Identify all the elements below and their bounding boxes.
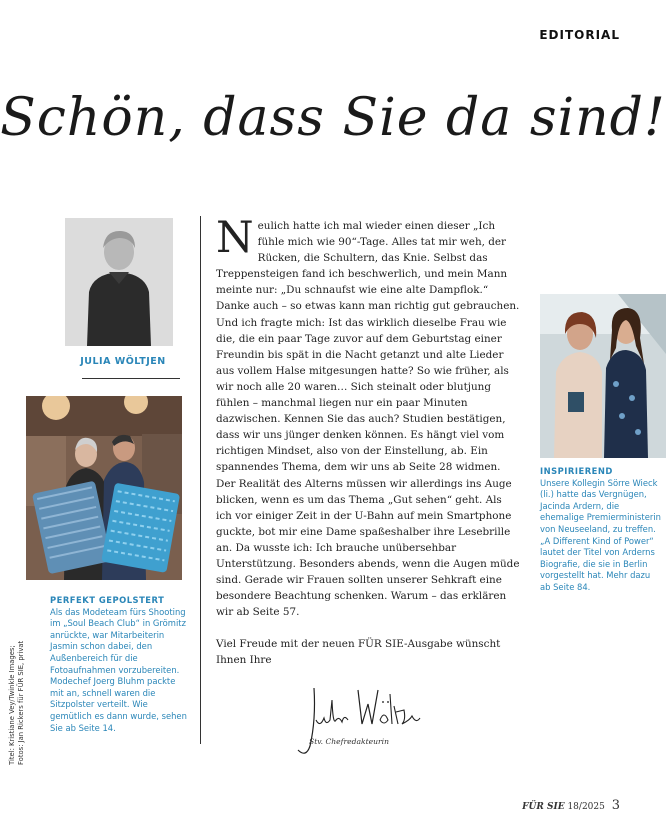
- column-divider: [200, 216, 201, 744]
- headline: Schön, dass Sie da sind!: [0, 88, 666, 148]
- caption-title: PERFEKT GEPOLSTERT: [50, 595, 165, 605]
- divider: [82, 378, 180, 379]
- caption-text: Unsere Kollegin Sörre Wieck (li.) hatte das Vergnügen, Jacinda Ardern, die ehemalige Premierministerin von Neuseeland, zu treffen. „A Different Kind of Power“ lautet der Titel von Arderns Biografie, die sie in Berlin vorgestellt hat. Mehr dazu ab Seite 84.: [540, 477, 661, 592]
- body-text: eulich hatte ich mal wieder einen dieser „Ich fühle mich wie 90“-Tage. Alles tat mir weh, der Rücken, die Schultern, das Knie. Selbst das Treppensteigen fand ich beschwerlich, und mein Mann meinte nur: „Du schnaufst wie eine alte Dampflok.“ Danke auch – so etwas kann man richtig gut gebrauchen. Und ich fragte mich: Ist das wirklich dieselbe Frau wie die, die ein paar Tage zuvor auf dem Geburtstag einer Freundin bis spät in die Nacht getanzt und alte Lieder aus vollem Halse mitgesungen hatte? So wie früher, als wir noch alle 20 waren… Sich steinalt oder blutjung fühlen – manchmal liegen nur ein paar Minuten dazwischen. Kennen Sie das auch? Studien bestätigen, dass wir uns jünger denken können. Es hängt viel vom richtigen Mindset, also von der Einstellung, ab. Ein spannendes Thema, dem wir uns ab Seite 28 widmen. Der Realität des Alterns müssen wir allerdings ins Auge blicken, wenn es um das Thema „Gut sehen“ geht. Als ich vor einiger Zeit in der U-Bahn auf mein Smartphone guckte, bot mir eine Dame spaßeshalber ihre Lesebrille an. Da wusste ich: Ich brauche unübersehbar Unterstützung. Besonders abends, wenn die Augen müde sind. Gerade wir Frauen sollten unserer Sehkraft eine besondere Beachtung schenken. Warum – das erklären wir ab Seite 57.: [216, 220, 520, 619]
- photo-credits: [8, 615, 26, 765]
- credit-line: Titel: Kristiane Vey/Twinkle Images;: [8, 645, 16, 765]
- author-role: Stv. Chefredakteurin: [309, 737, 389, 746]
- drop-cap: N: [216, 213, 254, 263]
- page-footer: [522, 798, 620, 813]
- team-photo: [26, 396, 182, 580]
- credit-line: Fotos: Jan Rickers für FÜR SIE, privat: [17, 640, 25, 765]
- caption-title: INSPIRIEREND: [540, 466, 613, 476]
- editorial-body: [216, 213, 520, 620]
- signature: [286, 680, 426, 762]
- caption-text: Als das Modeteam fürs Shooting im „Soul Beach Club“ in Grömitz anrückte, war Mitarbeiterin Jasmin schon dabei, den Außenbereich für die Fotoaufnahmen vorzubereiten. Modechef Joerg Bluhm packte mit an, schnell waren die Sitzpolster verteilt. Wie gemütlich es dann wurde, sehen Sie ab Seite 14.: [50, 606, 187, 733]
- author-name: JULIA WÖLTJEN: [80, 356, 166, 367]
- page-number: 3: [611, 798, 620, 813]
- author-portrait: [65, 218, 173, 346]
- section-label: EDITORIAL: [539, 28, 620, 42]
- caption-left: [50, 595, 188, 734]
- issue-number: 18/2025: [567, 802, 605, 812]
- meeting-photo: [540, 294, 666, 458]
- magazine-name: FÜR SIE: [522, 802, 565, 812]
- closing-line: Viel Freude mit der neuen FÜR SIE-Ausgabe wünscht Ihnen Ihre: [216, 638, 501, 667]
- caption-right: [540, 466, 662, 594]
